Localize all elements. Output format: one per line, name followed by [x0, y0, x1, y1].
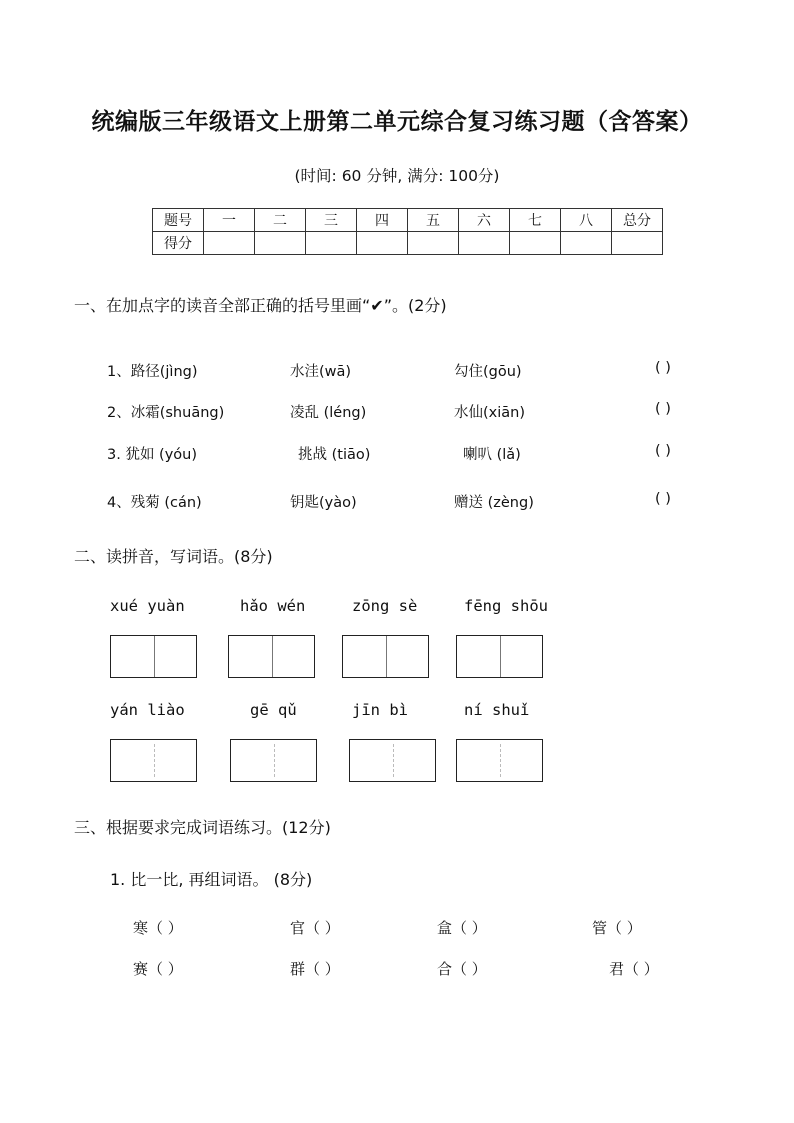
pinyin-prompt: fēng shōu	[464, 597, 548, 615]
score-cell[interactable]	[561, 232, 612, 255]
score-header-cell: 三	[306, 209, 357, 232]
pinyin-choice-a: 4、残菊 (cán)	[107, 495, 202, 511]
score-table-header-row	[153, 209, 663, 232]
pinyin-choice-b: 挑战 (tiāo)	[298, 447, 371, 463]
pinyin-prompt: xué yuàn	[110, 597, 185, 615]
pinyin-choice-c: 水仙(xiān)	[454, 405, 525, 421]
writing-box[interactable]	[349, 739, 436, 782]
score-cell[interactable]	[408, 232, 459, 255]
word-group-item[interactable]: 赛（ ）	[133, 960, 183, 978]
pinyin-choice-b: 水洼(wā)	[290, 364, 352, 380]
writing-box[interactable]	[456, 739, 543, 782]
score-cell[interactable]	[357, 232, 408, 255]
writing-box[interactable]	[456, 635, 543, 678]
writing-box[interactable]	[110, 739, 197, 782]
score-table-score-row	[153, 232, 663, 255]
writing-box[interactable]	[230, 739, 317, 782]
score-cell[interactable]	[459, 232, 510, 255]
score-header-cell: 五	[408, 209, 459, 232]
pinyin-choice-c: 喇叭 (lǎ)	[463, 447, 521, 463]
pinyin-prompt: gē qǔ	[250, 701, 297, 719]
pinyin-choice-b: 凌乱 (léng)	[290, 405, 367, 421]
score-header-cell: 题号	[153, 209, 204, 232]
writing-box[interactable]	[342, 635, 429, 678]
score-cell[interactable]	[204, 232, 255, 255]
score-header-cell: 八	[561, 209, 612, 232]
score-cell[interactable]	[612, 232, 663, 255]
pinyin-choice-a: 3. 犹如 (yóu)	[107, 447, 198, 463]
score-header-cell: 六	[459, 209, 510, 232]
section1-heading: 一、在加点字的读音全部正确的括号里画“✔”。(2分)	[74, 296, 447, 315]
score-header-cell: 四	[357, 209, 408, 232]
answer-paren[interactable]: ( )	[655, 491, 671, 507]
section3-subheading: 1. 比一比, 再组词语。 (8分)	[110, 870, 313, 889]
score-row-label: 得分	[153, 232, 204, 255]
score-header-cell: 二	[255, 209, 306, 232]
pinyin-choice-a: 2、冰霜(shuāng)	[107, 405, 225, 421]
section2-heading: 二、读拼音，写词语。(8分)	[74, 547, 273, 566]
pinyin-choice-c: 赠送 (zèng)	[454, 495, 534, 511]
word-group-item[interactable]: 管（ ）	[592, 919, 642, 937]
score-header-cell: 总分	[612, 209, 663, 232]
pinyin-prompt: ní shuǐ	[464, 701, 530, 719]
page-title: 统编版三年级语文上册第二单元综合复习练习题（含答案）	[91, 109, 703, 135]
score-header-cell: 七	[510, 209, 561, 232]
pinyin-prompt: hǎo wén	[240, 597, 306, 615]
pinyin-prompt: jīn bì	[352, 701, 408, 719]
answer-paren[interactable]: ( )	[655, 360, 671, 376]
pinyin-choice-c: 勾住(gōu)	[454, 364, 522, 380]
writing-box[interactable]	[228, 635, 315, 678]
exam-info: (时间: 60 分钟, 满分: 100分)	[294, 167, 500, 185]
word-group-item[interactable]: 君（ ）	[609, 960, 659, 978]
word-group-item[interactable]: 群（ ）	[290, 960, 340, 978]
score-cell[interactable]	[255, 232, 306, 255]
word-group-item[interactable]: 盒（ ）	[437, 919, 487, 937]
pinyin-choice-a: 1、路径(jìng)	[107, 364, 198, 380]
answer-paren[interactable]: ( )	[655, 401, 671, 417]
word-group-item[interactable]: 官（ ）	[290, 919, 340, 937]
pinyin-prompt: yán liào	[110, 701, 185, 719]
section3-heading: 三、根据要求完成词语练习。(12分)	[74, 818, 331, 837]
answer-paren[interactable]: ( )	[655, 443, 671, 459]
score-table	[152, 208, 663, 255]
word-group-item[interactable]: 合（ ）	[437, 960, 487, 978]
score-cell[interactable]	[510, 232, 561, 255]
pinyin-prompt: zōng sè	[352, 597, 418, 615]
score-header-cell: 一	[204, 209, 255, 232]
pinyin-choice-b: 钥匙(yào)	[290, 495, 357, 511]
writing-box[interactable]	[110, 635, 197, 678]
score-cell[interactable]	[306, 232, 357, 255]
word-group-item[interactable]: 寒（ ）	[133, 919, 183, 937]
